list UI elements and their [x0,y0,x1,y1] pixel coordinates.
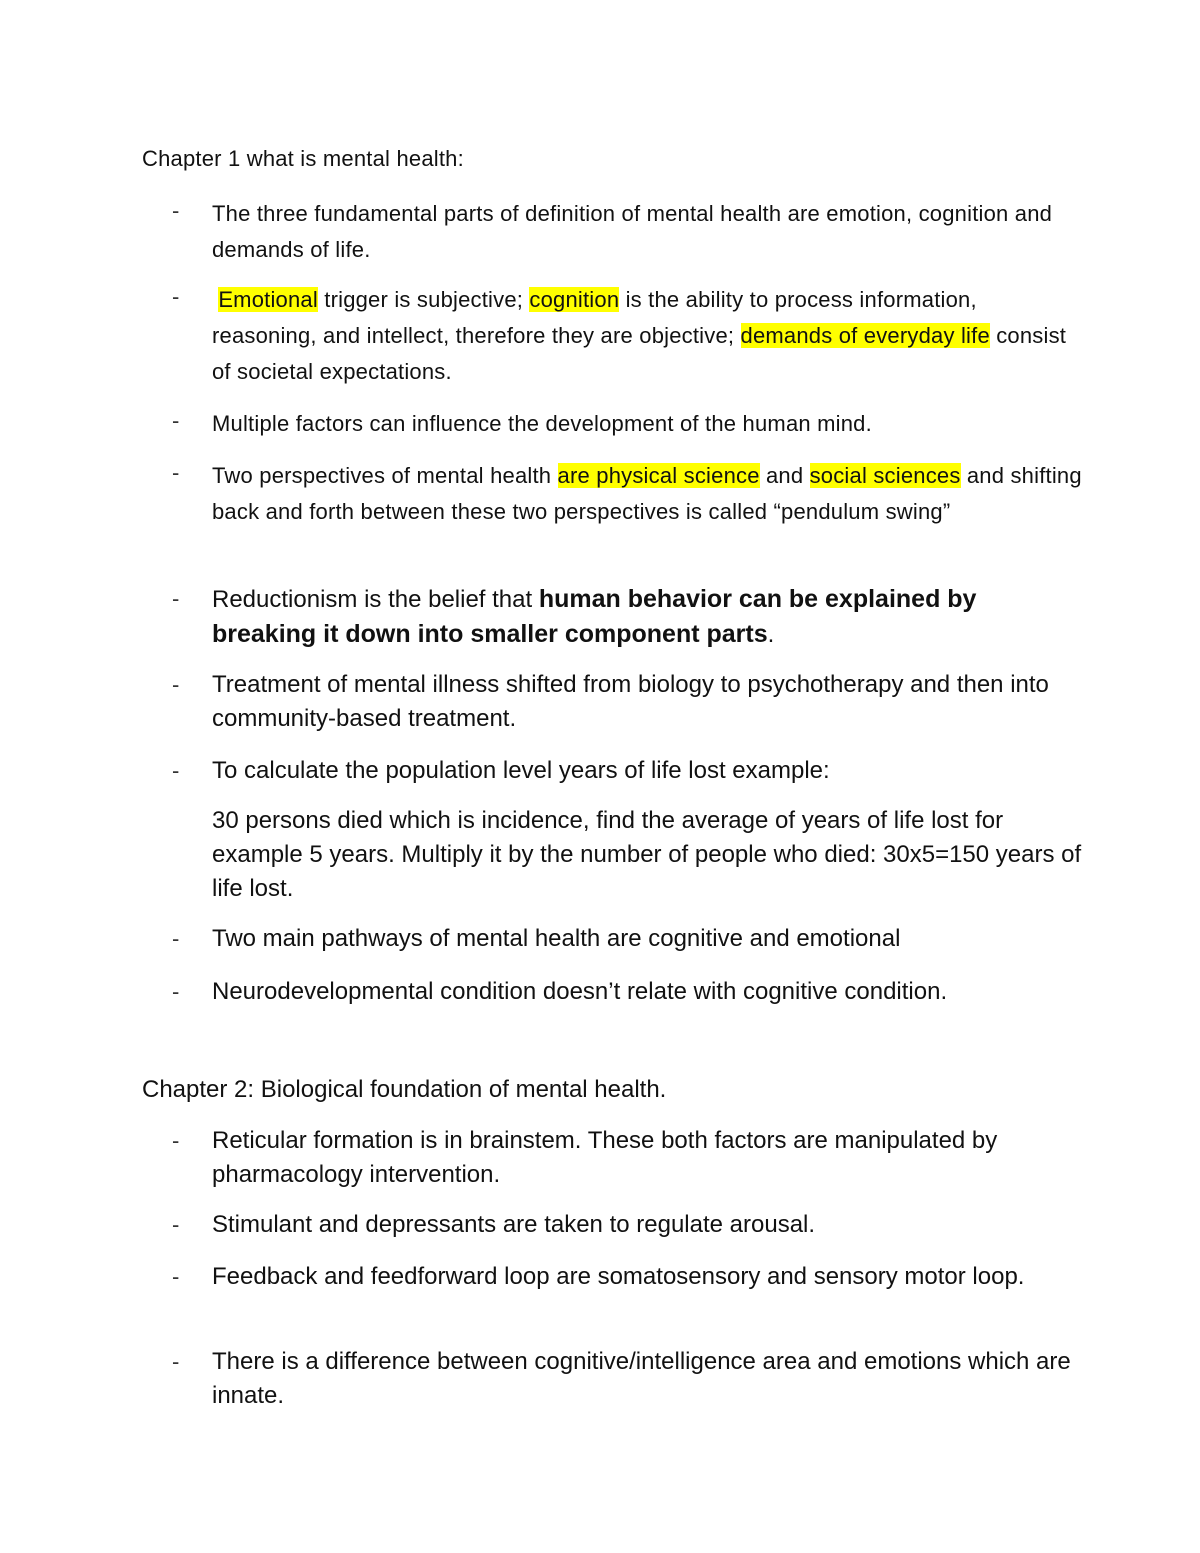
bullet-dash: - [172,672,180,697]
item-text: Reticular formation is in brainstem. These both factors are manipulated by pharmacology intervention. [212,1127,998,1188]
chapter-2-heading: Chapter 2: Biological foundation of mental health. [142,1076,667,1103]
bullet-dash: - [172,1349,180,1374]
item-text: Multiple factors can influence the development of the human mind. [212,411,872,436]
text-fragment: Two perspectives of mental health [212,463,558,488]
highlight-social-sciences: social sciences [809,463,961,488]
chapter-1-heading: Chapter 1 what is mental health: [142,146,464,171]
bullet-dash: - [172,284,180,309]
bullet-dash: - [172,979,180,1004]
bullet-dash: - [172,1128,180,1153]
bold-definition: human behavior can be explained by breaking it down into smaller component parts [212,585,977,648]
text-fragment: trigger is subjective; [317,287,530,312]
item-text: Feedback and feedforward loop are somatosensory and sensory motor loop. [212,1263,1025,1290]
item-text: 30 persons died which is incidence, find the average of years of life lost for example 5 years. Multiply it by the number of people who died: 30x5=150 years of life lost. [212,807,1082,902]
item-text: There is a difference between cognitive/intelligence area and emotions which are innate. [212,1348,1071,1409]
item-text [212,582,1082,652]
bullet-dash: - [172,408,180,433]
text-fragment: . [767,621,775,648]
highlight-physical-science: are physical science [557,463,760,488]
text-fragment: and [759,463,810,488]
bullet-dash: - [172,926,180,951]
bullet-dash: - [172,1264,180,1289]
item-text: The three fundamental parts of definition of mental health are emotion, cognition and demands of life. [212,201,1053,262]
item-text: Stimulant and depressants are taken to regulate arousal. [212,1211,816,1238]
item-text: To calculate the population level years of life lost example: [212,757,830,784]
highlight-demands: demands of everyday life [740,323,990,348]
item-text: Neurodevelopmental condition doesn’t relate with cognitive condition. [212,978,948,1005]
text-fragment: Reductionism is the belief that [212,586,539,613]
item-text: Two main pathways of mental health are cognitive and emotional [212,925,901,952]
highlight-emotional: Emotional [218,287,318,312]
text-fragment: consist of societal expectations. [212,323,1067,384]
bullet-dash: - [172,1212,180,1237]
highlight-cognition: cognition [529,287,620,312]
item-text [212,458,1082,530]
bullet-dash: - [172,758,180,783]
bullet-dash: - [172,198,180,223]
bullet-dash: - [172,460,180,485]
text-fragment: is the ability to process information, reasoning, and intellect, therefore they are objective; [212,287,977,348]
item-text [212,282,1082,390]
bullet-dash: - [172,586,180,611]
item-text: Treatment of mental illness shifted from biology to psychotherapy and then into community-based treatment. [212,671,1049,732]
text-fragment: and shifting back and forth between these two perspectives is called “pendulum swing” [212,463,1082,524]
